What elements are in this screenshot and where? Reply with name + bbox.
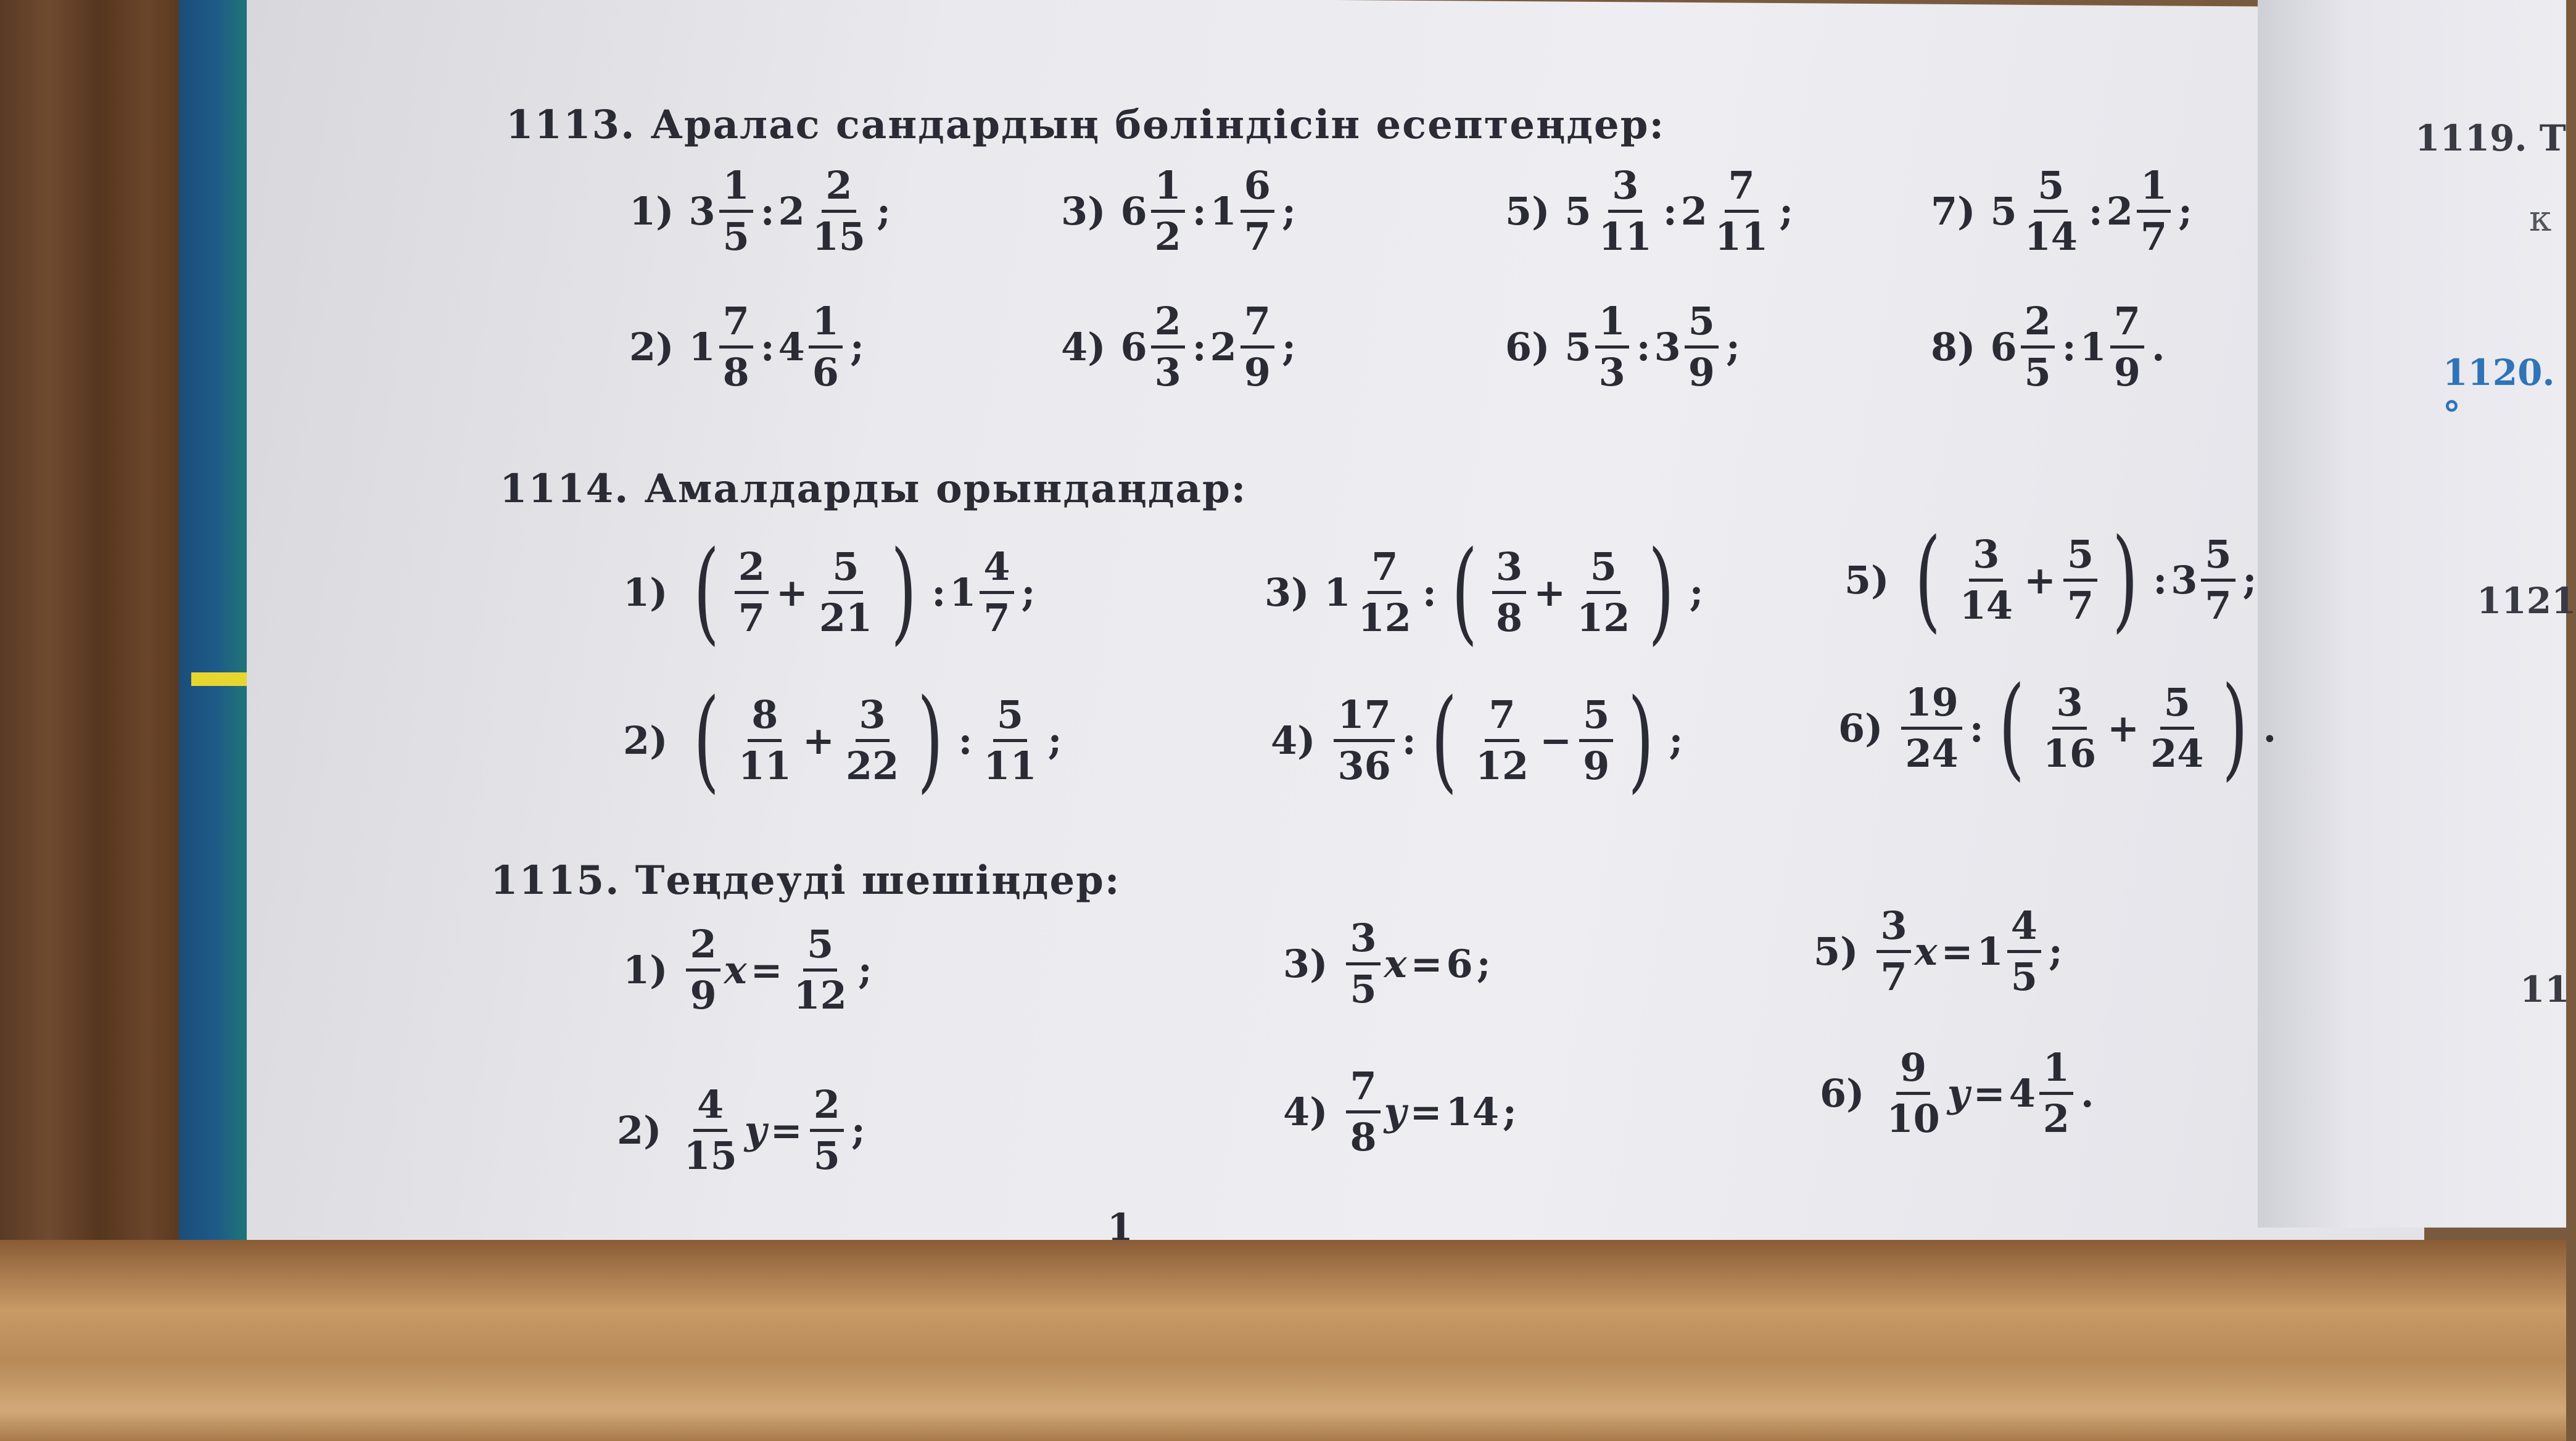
fraction bbox=[2201, 531, 2235, 628]
item-label: 1) bbox=[623, 948, 668, 993]
denominator: 11 bbox=[1714, 214, 1769, 259]
denominator: 7 bbox=[2205, 582, 2232, 628]
result-integer: 14 bbox=[1445, 1089, 1499, 1134]
punctuation: ; bbox=[2178, 189, 2192, 234]
denominator: 9 bbox=[1583, 743, 1610, 788]
numerator: 1 bbox=[719, 167, 753, 213]
exercise-item bbox=[1838, 663, 2280, 792]
numerator: 8 bbox=[748, 696, 782, 742]
denominator: 11 bbox=[1598, 214, 1652, 259]
punctuation: ; bbox=[1476, 941, 1491, 986]
punctuation: ; bbox=[2048, 929, 2063, 974]
denominator: 12 bbox=[1358, 595, 1411, 640]
operator: + bbox=[2107, 705, 2140, 751]
exercise-item bbox=[1061, 299, 1300, 395]
fraction bbox=[2021, 163, 2081, 259]
whole-part: 2 bbox=[1210, 324, 1237, 370]
operator: : bbox=[1636, 324, 1651, 370]
numerator: 4 bbox=[693, 1086, 727, 1132]
item-label: 4) bbox=[1271, 717, 1316, 763]
paren-close: ) bbox=[1648, 527, 1675, 656]
variable: x bbox=[1914, 929, 1938, 974]
page-bottom-mark: 1 bbox=[1107, 1206, 1133, 1249]
operator: + bbox=[803, 717, 835, 763]
numerator: 7 bbox=[719, 302, 753, 349]
numerator: 3 bbox=[1876, 907, 1910, 953]
denominator: 8 bbox=[1496, 595, 1523, 640]
item-label: 4) bbox=[1061, 324, 1106, 370]
denominator: 3 bbox=[1154, 350, 1181, 395]
operator: : bbox=[1422, 569, 1437, 615]
punctuation: ; bbox=[1725, 324, 1740, 370]
denominator: 5 bbox=[813, 1133, 840, 1178]
fraction bbox=[815, 543, 876, 640]
fraction bbox=[809, 299, 843, 395]
equals-sign: = bbox=[1941, 929, 1973, 974]
whole-part: 4 bbox=[2008, 1071, 2036, 1116]
denominator: 24 bbox=[1905, 730, 1959, 776]
item-label: 1) bbox=[629, 189, 674, 234]
numerator: 3 bbox=[1346, 919, 1380, 965]
fraction bbox=[980, 543, 1013, 640]
denominator: 2 bbox=[2042, 1096, 2070, 1141]
denominator: 12 bbox=[793, 973, 847, 1018]
item-label: 3) bbox=[1265, 569, 1310, 615]
fraction bbox=[1901, 679, 1962, 776]
denominator: 6 bbox=[812, 350, 839, 395]
punctuation: ; bbox=[1779, 189, 1794, 234]
fraction bbox=[1241, 163, 1274, 259]
denominator: 10 bbox=[1886, 1096, 1940, 1141]
numerator: 3 bbox=[2052, 683, 2086, 730]
numerator: 6 bbox=[1241, 167, 1274, 213]
variable: x bbox=[724, 948, 747, 993]
numerator: 7 bbox=[1241, 302, 1274, 349]
fraction bbox=[1355, 543, 1415, 640]
numerator: 7 bbox=[1346, 1067, 1380, 1113]
paren-open: ( bbox=[1451, 527, 1477, 656]
operator: : bbox=[958, 717, 973, 763]
numerator: 1 bbox=[1595, 302, 1629, 349]
operator: : bbox=[760, 324, 775, 370]
denominator: 8 bbox=[1350, 1115, 1377, 1160]
whole-part: 4 bbox=[778, 324, 805, 370]
fraction bbox=[1151, 163, 1185, 259]
fraction bbox=[1346, 1063, 1380, 1160]
fraction bbox=[2110, 299, 2144, 395]
numerator: 5 bbox=[1587, 548, 1620, 594]
exercise-item bbox=[1844, 515, 2260, 644]
exercise-item bbox=[1061, 163, 1300, 259]
numerator: 5 bbox=[1579, 696, 1613, 742]
numerator: 3 bbox=[1492, 548, 1526, 594]
fraction bbox=[1573, 543, 1633, 640]
item-label: 6) bbox=[1820, 1071, 1865, 1116]
denominator: 36 bbox=[1337, 743, 1391, 788]
fraction bbox=[1876, 903, 1910, 999]
whole-part: 6 bbox=[1990, 324, 2017, 370]
item-label: 5) bbox=[1505, 189, 1550, 234]
numerator: 5 bbox=[2160, 683, 2194, 730]
exercise-item bbox=[1814, 903, 2066, 999]
fraction bbox=[1492, 543, 1526, 640]
fraction bbox=[1956, 531, 2017, 628]
denominator: 16 bbox=[2042, 730, 2097, 776]
denominator: 9 bbox=[2113, 350, 2140, 395]
wooden-table-left bbox=[0, 0, 204, 1441]
whole-part: 2 bbox=[1680, 189, 1707, 234]
wooden-table-bottom bbox=[0, 1240, 2566, 1441]
item-label: 2) bbox=[629, 324, 674, 370]
whole-part: 5 bbox=[1564, 189, 1591, 234]
fraction bbox=[2039, 1045, 2073, 1141]
item-label: 5) bbox=[1814, 929, 1859, 974]
numerator: 5 bbox=[828, 548, 862, 594]
denominator: 7 bbox=[738, 595, 765, 640]
fraction bbox=[719, 299, 753, 395]
whole-part: 1 bbox=[688, 324, 716, 370]
exercise-item bbox=[1505, 299, 1744, 395]
denominator: 8 bbox=[722, 350, 749, 395]
whole-part: 2 bbox=[2106, 189, 2133, 234]
punctuation: ; bbox=[1281, 189, 1296, 234]
numerator: 3 bbox=[1969, 535, 2003, 582]
equals-sign: = bbox=[770, 1108, 803, 1153]
whole-part: 1 bbox=[1324, 569, 1351, 615]
paren-close: ) bbox=[2222, 663, 2248, 792]
fraction bbox=[2021, 299, 2055, 395]
item-label: 1) bbox=[623, 569, 668, 615]
numerator: 5 bbox=[2201, 535, 2235, 582]
fraction bbox=[1595, 163, 1656, 259]
punctuation: ; bbox=[1689, 569, 1704, 615]
numerator: 7 bbox=[2110, 302, 2144, 349]
punctuation: ; bbox=[851, 1108, 865, 1153]
whole-part: 5 bbox=[1564, 324, 1591, 370]
equals-sign: = bbox=[1973, 1071, 2005, 1116]
exercise-item bbox=[629, 299, 868, 395]
exercise-item bbox=[1283, 915, 1495, 1012]
whole-part: 3 bbox=[1654, 324, 1681, 370]
exercise-item bbox=[623, 527, 1039, 656]
fraction bbox=[842, 692, 902, 788]
whole-part: 3 bbox=[688, 189, 716, 234]
exercise-item bbox=[1820, 1045, 2098, 1141]
paren-close: ) bbox=[891, 527, 917, 656]
operator: : bbox=[2153, 557, 2168, 603]
whole-part: 6 bbox=[1120, 189, 1147, 234]
fraction bbox=[810, 1082, 844, 1178]
operator: : bbox=[1192, 324, 1207, 370]
item-label: 6) bbox=[1505, 324, 1550, 370]
operator: : bbox=[1402, 717, 1416, 763]
operator: − bbox=[1540, 717, 1572, 763]
right-page-1120: 1120.° bbox=[2443, 352, 2555, 436]
exercise-item bbox=[623, 675, 1066, 804]
numerator: 2 bbox=[686, 925, 720, 972]
item-label: 2) bbox=[623, 717, 668, 763]
fraction bbox=[735, 692, 795, 788]
punctuation: ; bbox=[849, 324, 864, 370]
numerator: 4 bbox=[2007, 907, 2041, 953]
numerator: 2 bbox=[735, 548, 769, 594]
numerator: 2 bbox=[2021, 302, 2055, 349]
punctuation: ; bbox=[857, 948, 872, 993]
denominator: 7 bbox=[1244, 214, 1271, 259]
fraction bbox=[1334, 692, 1394, 788]
right-page-letter: к bbox=[2529, 197, 2552, 239]
punctuation: ; bbox=[1669, 717, 1683, 763]
denominator: 11 bbox=[983, 743, 1037, 788]
denominator: 14 bbox=[1959, 582, 2013, 628]
operator: + bbox=[775, 569, 808, 615]
denominator: 5 bbox=[1350, 967, 1377, 1012]
operator: : bbox=[2088, 189, 2103, 234]
whole-part: 6 bbox=[1120, 324, 1147, 370]
exercise-item bbox=[1505, 163, 1797, 259]
numerator: 4 bbox=[980, 548, 1013, 594]
punctuation: . bbox=[2151, 324, 2165, 370]
operator: + bbox=[2024, 557, 2056, 603]
result-integer: 6 bbox=[1446, 941, 1473, 986]
paren-close: ) bbox=[917, 675, 944, 804]
punctuation: . bbox=[2263, 705, 2277, 751]
numerator: 3 bbox=[1608, 167, 1642, 213]
denominator: 14 bbox=[2024, 214, 2078, 259]
denominator: 11 bbox=[738, 743, 791, 788]
denominator: 7 bbox=[1880, 954, 1907, 999]
variable: y bbox=[1384, 1089, 1406, 1134]
variable: y bbox=[744, 1108, 767, 1153]
variable: y bbox=[1947, 1071, 1970, 1116]
equals-sign: = bbox=[750, 948, 783, 993]
operator: : bbox=[1662, 189, 1677, 234]
numerator: 2 bbox=[822, 167, 856, 213]
exercise-item bbox=[629, 163, 894, 259]
denominator: 9 bbox=[1244, 350, 1271, 395]
variable: x bbox=[1384, 941, 1407, 986]
operator: : bbox=[760, 189, 775, 234]
operator: : bbox=[1969, 705, 1984, 751]
right-page-1121: 1121 bbox=[2477, 580, 2576, 622]
numerator: 5 bbox=[993, 696, 1027, 742]
fraction bbox=[1685, 299, 1719, 395]
item-label: 2) bbox=[617, 1108, 662, 1153]
denominator: 7 bbox=[2140, 214, 2168, 259]
fraction bbox=[1346, 915, 1380, 1012]
paren-open: ( bbox=[1915, 515, 1941, 644]
numerator: 17 bbox=[1334, 696, 1394, 742]
exercise-item bbox=[1931, 163, 2196, 259]
paren-open: ( bbox=[693, 675, 720, 804]
equals-sign: = bbox=[1410, 1089, 1442, 1134]
fraction bbox=[1579, 692, 1613, 788]
fraction bbox=[2137, 163, 2171, 259]
fraction bbox=[680, 1082, 740, 1178]
paren-open: ( bbox=[1998, 663, 2025, 792]
numerator: 1 bbox=[809, 302, 843, 349]
problem-1115-heading: 1115. Теңдеуді шешіңдер: bbox=[490, 857, 1121, 904]
numerator: 5 bbox=[2034, 167, 2068, 213]
denominator: 5 bbox=[722, 214, 749, 259]
fraction bbox=[1151, 299, 1185, 395]
whole-part: 1 bbox=[1976, 929, 2004, 974]
denominator: 15 bbox=[812, 214, 866, 259]
fraction bbox=[980, 692, 1040, 788]
exercise-item bbox=[617, 1082, 869, 1178]
item-label: 6) bbox=[1838, 705, 1883, 751]
denominator: 2 bbox=[1154, 214, 1181, 259]
paren-open: ( bbox=[693, 527, 720, 656]
numerator: 1 bbox=[2039, 1049, 2073, 1095]
fraction bbox=[1883, 1045, 1943, 1141]
fraction bbox=[1595, 299, 1629, 395]
numerator: 7 bbox=[1725, 167, 1759, 213]
exercise-item bbox=[1931, 299, 2169, 395]
numerator: 3 bbox=[856, 696, 890, 742]
equals-sign: = bbox=[1410, 941, 1443, 986]
numerator: 2 bbox=[810, 1086, 844, 1132]
paren-close: ) bbox=[1628, 675, 1654, 804]
numerator: 5 bbox=[1685, 302, 1719, 349]
exercise-item bbox=[1265, 527, 1707, 656]
numerator: 5 bbox=[803, 925, 837, 972]
fraction bbox=[790, 922, 851, 1018]
numerator: 9 bbox=[1896, 1049, 1930, 1095]
operator: + bbox=[1534, 569, 1566, 615]
punctuation: ; bbox=[1281, 324, 1296, 370]
exercise-item bbox=[1271, 675, 1686, 804]
numerator: 7 bbox=[1368, 548, 1402, 594]
numerator: 7 bbox=[1485, 696, 1519, 742]
denominator: 7 bbox=[2066, 582, 2094, 628]
exercise-item bbox=[1283, 1063, 1521, 1160]
problem-1114-heading: 1114. Амалдарды орындаңдар: bbox=[500, 466, 1247, 512]
fraction bbox=[2039, 679, 2100, 776]
item-label: 3) bbox=[1283, 941, 1328, 986]
punctuation: ; bbox=[1021, 569, 1036, 615]
whole-part: 1 bbox=[949, 569, 976, 615]
punctuation: ; bbox=[1047, 717, 1062, 763]
whole-part: 1 bbox=[2079, 324, 2107, 370]
item-label: 8) bbox=[1931, 324, 1976, 370]
punctuation: ; bbox=[2242, 557, 2257, 603]
numerator: 19 bbox=[1901, 683, 1962, 730]
numerator: 2 bbox=[1151, 302, 1185, 349]
fraction bbox=[686, 922, 720, 1018]
paren-open: ( bbox=[1430, 675, 1457, 804]
item-label: 4) bbox=[1283, 1089, 1328, 1134]
denominator: 24 bbox=[2150, 730, 2204, 776]
denominator: 7 bbox=[983, 595, 1010, 640]
punctuation: ; bbox=[1502, 1089, 1517, 1134]
operator: : bbox=[931, 569, 946, 615]
numerator: 5 bbox=[2063, 535, 2097, 582]
denominator: 21 bbox=[819, 595, 873, 640]
operator: : bbox=[1192, 189, 1207, 234]
item-label: 7) bbox=[1931, 189, 1976, 234]
punctuation: ; bbox=[877, 189, 891, 234]
denominator: 15 bbox=[683, 1133, 737, 1178]
fraction bbox=[2063, 531, 2097, 628]
denominator: 12 bbox=[1577, 595, 1630, 640]
operator: : bbox=[2062, 324, 2076, 370]
right-page-112x: 11 bbox=[2520, 968, 2570, 1010]
item-label: 5) bbox=[1844, 557, 1889, 603]
right-page-1119: 1119. Т bbox=[2415, 117, 2566, 159]
exercise-item bbox=[623, 922, 876, 1018]
fraction bbox=[809, 163, 869, 259]
fraction bbox=[1472, 692, 1532, 788]
whole-part: 2 bbox=[778, 189, 805, 234]
fraction bbox=[2007, 903, 2041, 999]
denominator: 9 bbox=[690, 973, 717, 1018]
fraction bbox=[719, 163, 753, 259]
denominator: 9 bbox=[1688, 350, 1715, 395]
punctuation: . bbox=[2081, 1071, 2094, 1116]
fraction bbox=[2147, 679, 2207, 776]
denominator: 3 bbox=[1598, 350, 1625, 395]
denominator: 5 bbox=[2010, 954, 2037, 999]
numerator: 1 bbox=[1151, 167, 1185, 213]
paren-close: ) bbox=[2112, 515, 2139, 644]
denominator: 12 bbox=[1475, 743, 1529, 788]
problem-1113-heading: 1113. Аралас сандардың бөліндісін есептеңдер: bbox=[506, 102, 1666, 148]
whole-part: 5 bbox=[1990, 189, 2017, 234]
fraction bbox=[735, 543, 769, 640]
item-label: 3) bbox=[1061, 189, 1106, 234]
denominator: 22 bbox=[845, 743, 899, 788]
whole-part: 3 bbox=[2171, 557, 2198, 603]
fraction bbox=[1241, 299, 1274, 395]
denominator: 5 bbox=[2024, 350, 2051, 395]
numerator: 1 bbox=[2137, 167, 2171, 213]
fraction bbox=[1711, 163, 1772, 259]
whole-part: 1 bbox=[1210, 189, 1237, 234]
